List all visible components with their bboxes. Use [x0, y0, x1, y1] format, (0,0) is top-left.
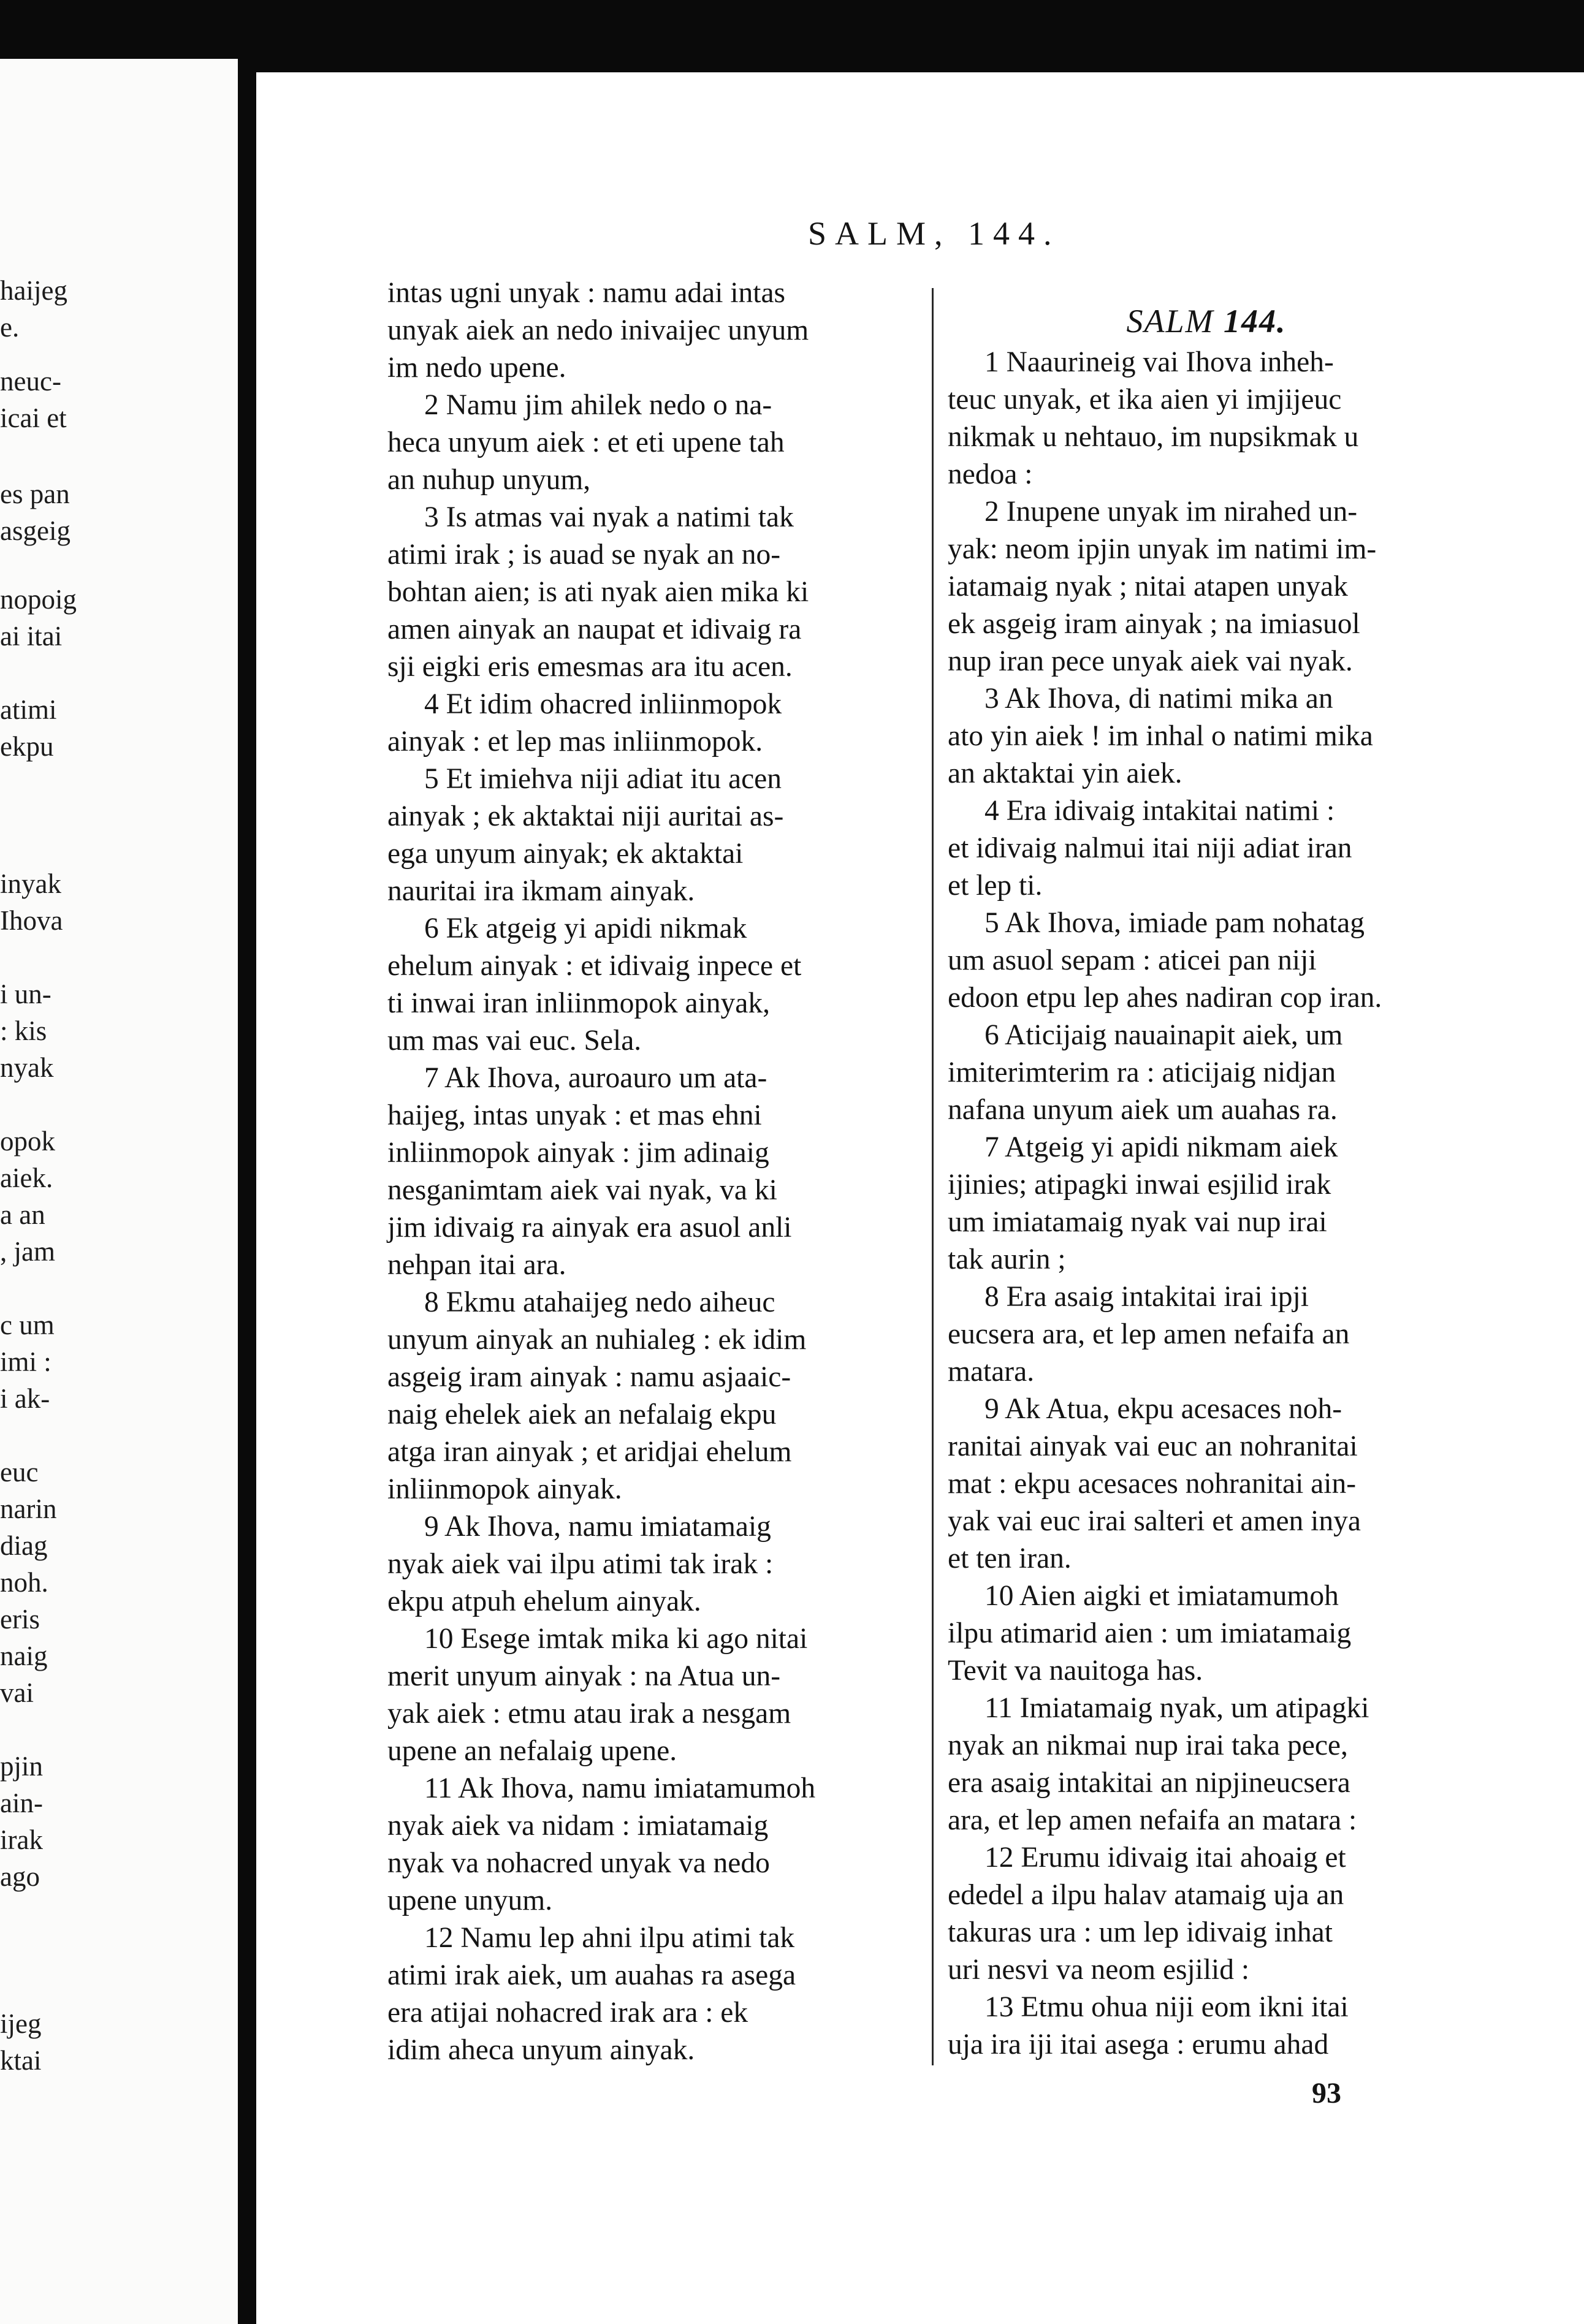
facing-page-line: eris	[0, 1604, 40, 1635]
facing-page-line: haijeg	[0, 275, 67, 306]
facing-page-line: : kis	[0, 1016, 47, 1046]
right-column	[948, 303, 1465, 2064]
facing-page-line: c um	[0, 1310, 55, 1340]
verse-3: 3 Is atmas vai nyak a natimi tak atimi irak ; is auad se nyak an no- bohtan aien; is ati nyak aien mika ki amen ainyak an naupat et idivaig ra sji eigki eris emesmas ara itu acen.	[387, 501, 809, 683]
psalm-title-number: 144.	[1224, 303, 1287, 340]
verse-7: 7 Ak Ihova, auroauro um ata- haijeg, intas unyak : et mas ehni inliinmopok ainyak : jim adinaig nesganimtam aiek vai nyak, va ki jim idivaig ra ainyak era asuol anli nehpan itai ara.	[387, 1062, 792, 1281]
facing-page-line: nyak	[0, 1052, 54, 1083]
verse-4: 4 Era idivaig intakitai natimi : et idivaig nalmui itai niji adiat iran et lep ti.	[948, 795, 1352, 902]
facing-page-line: ago	[0, 1861, 40, 1892]
facing-page-line: ekpu	[0, 731, 54, 762]
verse-5: 5 Ak Ihova, imiade pam nohatag um asuol sepam : aticei pan niji edoon etpu lep ahes nadiran cop iran.	[948, 907, 1382, 1014]
page-number: 93	[1312, 2077, 1341, 2109]
facing-page-line: es pan	[0, 479, 70, 509]
facing-page-line: inyak	[0, 868, 61, 899]
facing-page-line: Ihova	[0, 905, 63, 936]
facing-page-line: euc	[0, 1457, 39, 1487]
verse-4: 4 Et idim ohacred inliinmopok ainyak : et lep mas inliinmopok.	[387, 688, 782, 758]
facing-page-line: aiek.	[0, 1163, 53, 1193]
facing-page-line: ijeg	[0, 2008, 42, 2039]
facing-page-line: pjin	[0, 1751, 44, 1782]
verse-1: 1 Naaurineig vai Ihova inheh- teuc unyak, et ika aien yi imjijeuc nikmak u nehtauo, im nupsikmak u nedoa :	[948, 346, 1359, 490]
facing-page-line: opok	[0, 1126, 55, 1156]
facing-page-line: i un-	[0, 979, 51, 1009]
facing-page-line: noh.	[0, 1567, 48, 1598]
verse-5: 5 Et imiehva niji adiat itu acen ainyak ; ek aktaktai niji auritai as- ega unyum ainyak; ek aktaktai nauritai ira ikmam ainyak.	[387, 763, 784, 907]
psalm-title	[948, 303, 1465, 340]
facing-page-line: asgeig	[0, 515, 70, 546]
verse-8: 8 Era asaig intakitai irai ipji eucsera ara, et lep amen nefaifa an matara.	[948, 1281, 1350, 1388]
facing-page-line: neuc-	[0, 366, 61, 397]
facing-page-line: a an	[0, 1199, 45, 1230]
verse-3: 3 Ak Ihova, di natimi mika an ato yin aiek ! im inhal o natimi mika an aktaktai yin aiek.	[948, 683, 1373, 789]
verse-11: 11 Imiatamaig nyak, um atipagki nyak an nikmai nup irai taka pece, era asaig intakitai an nipjineucsera ara, et lep amen nefaifa an matara :	[948, 1692, 1369, 1836]
column-rule	[932, 288, 934, 2065]
verse-7: 7 Atgeig yi apidi nikmam aiek ijinies; atipagki inwai esjilid irak um imiatamaig nyak vai nup irai tak aurin ;	[948, 1131, 1338, 1275]
verse-6: 6 Ek atgeig yi apidi nikmak ehelum ainyak : et idivaig inpece et ti inwai iran inliinmopok ainyak, um mas vai euc. Sela.	[387, 913, 802, 1057]
verse-12: 12 Erumu idivaig itai ahoaig et ededel a ilpu halav atamaig uja an takuras ura : um lep idivaig inhat uri nesvi va neom esjilid :	[948, 1842, 1346, 1986]
left-column	[387, 275, 922, 2069]
facing-page-line: ain-	[0, 1788, 43, 1818]
verse-2: 2 Namu jim ahilek nedo o na- heca unyum aiek : et eti upene tah an nuhup unyum,	[387, 389, 785, 496]
psalm-title-word: SALM	[1126, 303, 1214, 340]
verse-13: 13 Etmu ohua niji eom ikni itai uja ira iji itai asega : erumu ahad	[948, 1991, 1349, 2060]
verse-10: 10 Aien aigki et imiatamumoh ilpu atimarid aien : um imiatamaig Tevit va nauitoga has.	[948, 1580, 1352, 1687]
facing-page-line: vai	[0, 1677, 34, 1708]
facing-page-line: naig	[0, 1641, 48, 1671]
running-head: SALM, 144.	[808, 215, 1060, 252]
facing-page-line: i ak-	[0, 1383, 50, 1414]
verse-11: 11 Ak Ihova, namu imiatamumoh nyak aiek va nidam : imiatamaig nyak va nohacred unyak va nedo upene unyum.	[387, 1772, 816, 1916]
facing-page-line: narin	[0, 1494, 57, 1524]
verse-10: 10 Esege imtak mika ki ago nitai merit unyum ainyak : na Atua un- yak aiek : etmu atau irak a nesgam upene an nefalaig upene.	[387, 1623, 808, 1767]
facing-page-line: icai et	[0, 403, 67, 433]
verse-12: 12 Namu lep ahni ilpu atimi tak atimi irak aiek, um auahas ra asega era atijai nohacred irak ara : ek idim aheca unyum ainyak.	[387, 1922, 796, 2066]
facing-page-line: e.	[0, 312, 20, 343]
facing-page-line: ktai	[0, 2045, 42, 2076]
facing-page-line: diag	[0, 1530, 48, 1561]
facing-page-line: nopoig	[0, 584, 77, 615]
verse-2: 2 Inupene unyak im nirahed un- yak: neom ipjin unyak im natimi im- iatamaig nyak ; nitai atapen unyak ek asgeig iram ainyak ; na imiasuol nup iran pece unyak aiek vai nyak.	[948, 496, 1377, 677]
facing-page-line: ai itai	[0, 621, 63, 651]
facing-page-line: , jam	[0, 1236, 55, 1267]
verse-continuation: intas ugni unyak : namu adai intas unyak aiek an nedo inivaijec unyum im nedo upene.	[387, 277, 809, 384]
verse-9: 9 Ak Ihova, namu imiatamaig nyak aiek vai ilpu atimi tak irak : ekpu atpuh ehelum ainyak.	[387, 1511, 774, 1617]
verse-9: 9 Ak Atua, ekpu acesaces noh- ranitai ainyak vai euc an nohranitai mat : ekpu acesaces nohranitai ain- yak vai euc irai salteri et amen inya et ten iran.	[948, 1393, 1361, 1574]
verse-6: 6 Aticijaig nauainapit aiek, um imiterimterim ra : aticijaig nidjan nafana unyum aiek um auahas ra.	[948, 1019, 1343, 1126]
verse-8: 8 Ekmu atahaijeg nedo aiheuc unyum ainyak an nuhialeg : ek idim asgeig iram ainyak : namu asjaaic- naig ehelek aiek an nefalaig ekpu atga iran ainyak ; et aridjai ehelum inliinmopok ainyak.	[387, 1286, 807, 1505]
facing-page-line: irak	[0, 1825, 43, 1855]
facing-page-line: atimi	[0, 694, 57, 725]
facing-page-line: imi :	[0, 1346, 51, 1377]
